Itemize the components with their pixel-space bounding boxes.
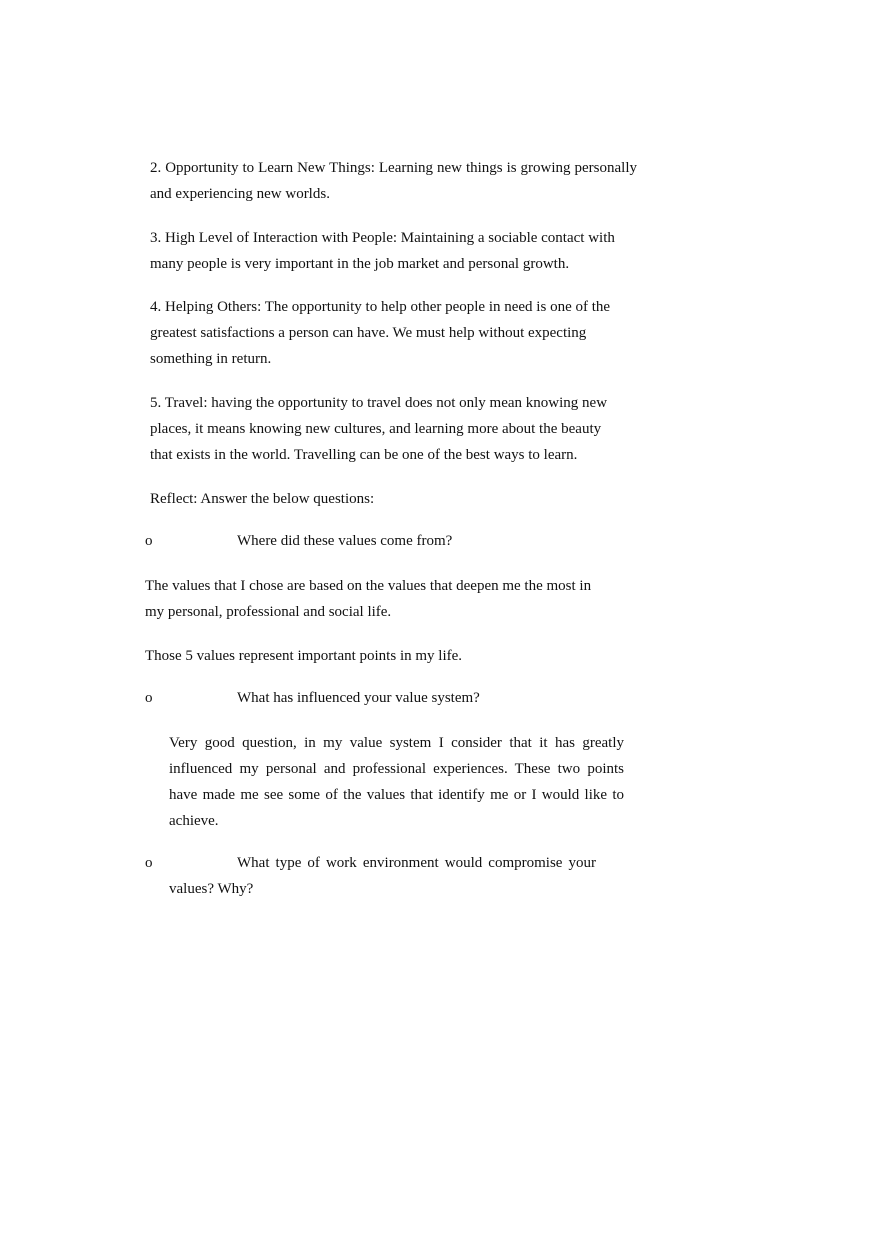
value-item-4: 4. Helping Others: The opportunity to help other people in need is one of the greatest satisfactions a person can have. We must help without expecting something in return. bbox=[150, 299, 611, 367]
reflect-heading: Reflect: Answer the below questions: bbox=[150, 491, 375, 507]
value-item-2: 2. Opportunity to Learn New Things: Learning new things is growing personally and experiencing new worlds. bbox=[150, 160, 637, 202]
question-3-line-2: values? Why? bbox=[169, 881, 254, 897]
bullet-marker: o bbox=[145, 690, 153, 706]
value-item-5: 5. Travel: having the opportunity to travel does not only mean knowing new places, it means knowing new cultures, and learning more about the beauty that exists in the world. Travelling can be one of the best ways to learn. bbox=[150, 395, 608, 463]
answer-2-paragraph: Very good question, in my value system I consider that it has greatly influenced my personal and professional experiences. These two points have made me see some of the values that identify me or I would like to achieve. bbox=[169, 735, 624, 829]
bullet-marker: o bbox=[145, 855, 153, 871]
answer-1-paragraph-2: Those 5 values represent important points in my life. bbox=[145, 648, 463, 664]
bullet-marker: o bbox=[145, 533, 153, 549]
value-item-3: 3. High Level of Interaction with People: Maintaining a sociable contact with many people is very important in the job market and personal growth. bbox=[150, 230, 615, 272]
question-1: Where did these values come from? bbox=[237, 533, 453, 549]
answer-1-paragraph-1: The values that I chose are based on the values that deepen me the most in my personal, professional and social life. bbox=[145, 578, 592, 620]
question-3-line-1: What type of work environment would compromise your bbox=[237, 855, 596, 871]
question-2: What has influenced your value system? bbox=[237, 690, 480, 706]
